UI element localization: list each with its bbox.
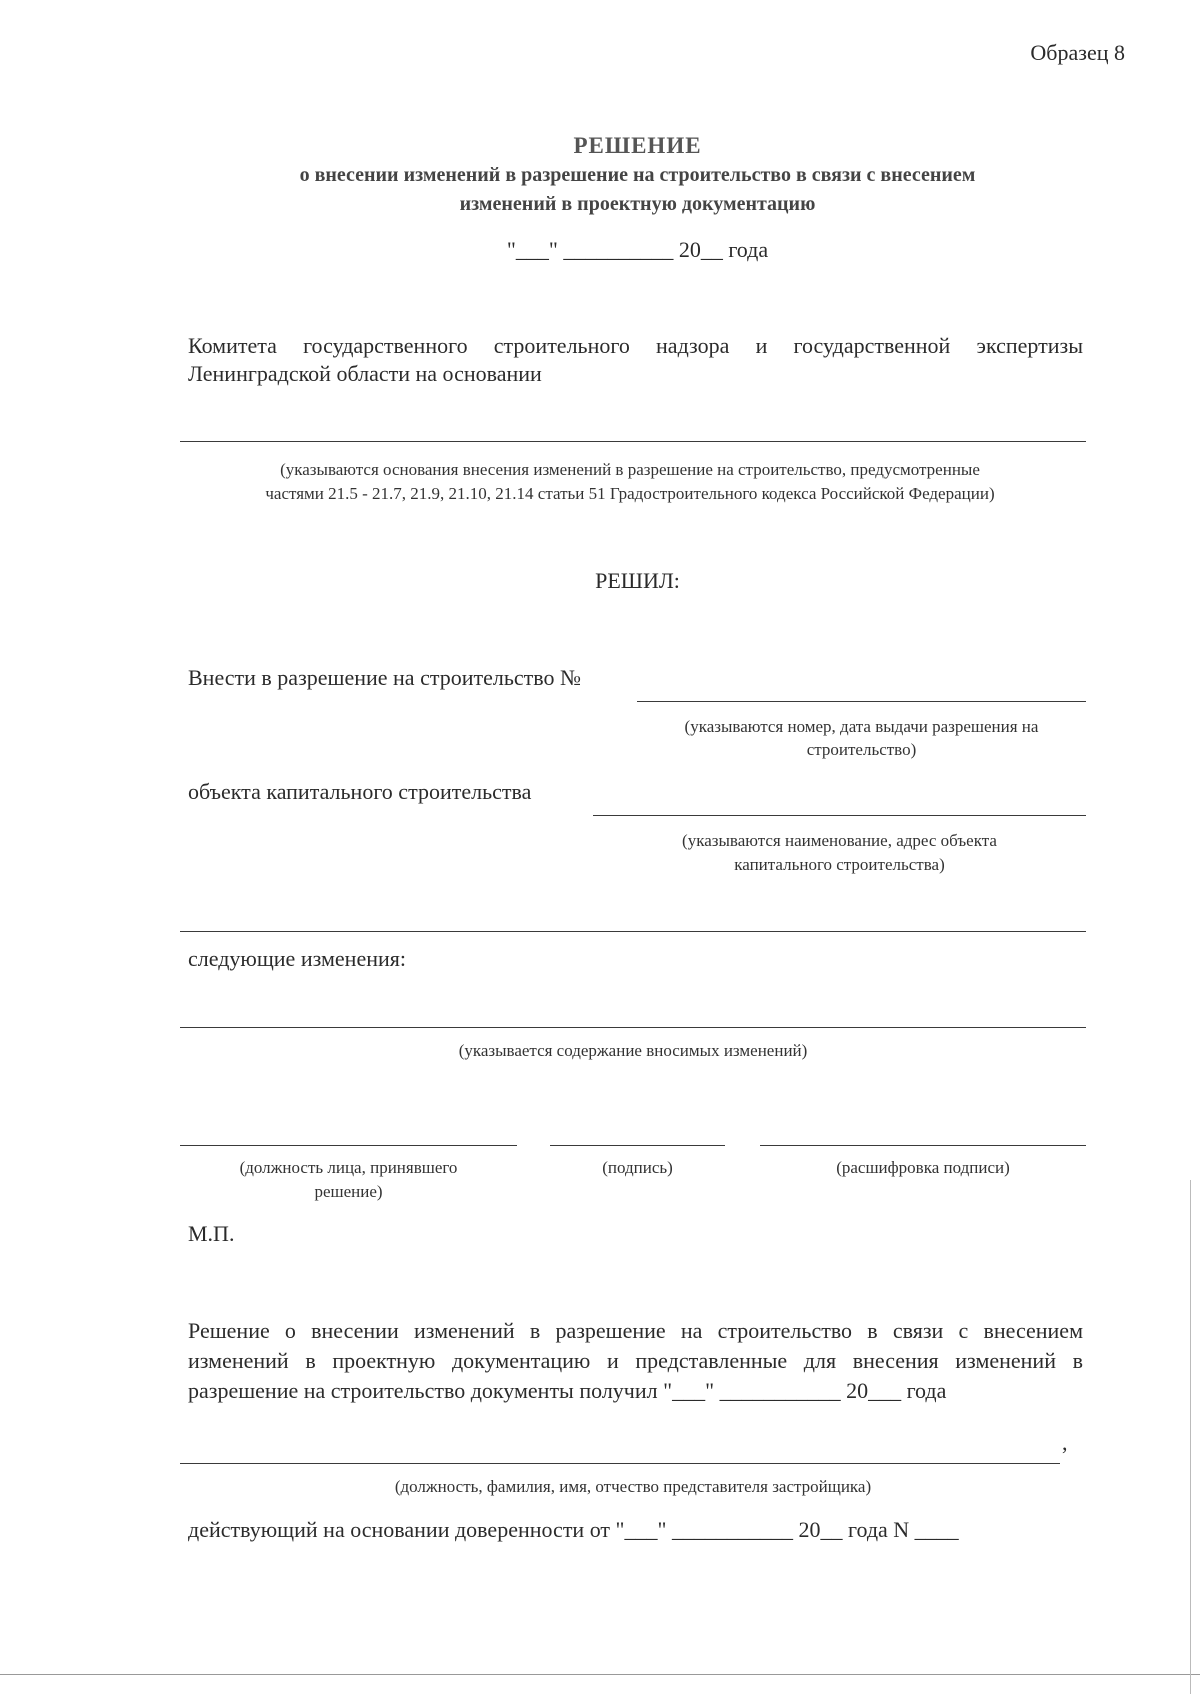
receipt-line3: разрешение на строительство документы получил "___" ___________ 20___ года [188, 1378, 947, 1403]
changes-caption: (указывается содержание вносимых изменений) [458, 1041, 808, 1060]
basis-caption-line2: частями 21.5 - 21.7, 21.9, 21.10, 21.14 статьи 51 Градостроительного кодекса Российской Федерации) [265, 484, 995, 503]
permit-caption-line2: строительство) [806, 740, 917, 759]
changes-field-line[interactable] [180, 1027, 1086, 1028]
sample-label: Образец 8 [1030, 40, 1125, 65]
committee-line2: Ленинградской области на основании [188, 361, 542, 386]
position-caption-line1: (должность лица, принявшего [239, 1158, 458, 1177]
representative-field-line[interactable] [180, 1463, 1060, 1464]
receipt-line2: изменений в проектную документацию и представленные для внесения изменений в [188, 1348, 1083, 1373]
receipt-line1: Решение о внесении изменений в разрешение на строительство в связи с внесением [188, 1318, 1083, 1343]
document-title: РЕШЕНИЕ [573, 133, 702, 158]
object-label: объекта капитального строительства [188, 779, 532, 804]
object-caption-line1: (указываются наименование, адрес объекта [682, 831, 997, 850]
document-subtitle-line1: о внесении изменений в разрешение на строительство в связи с внесением [299, 164, 976, 186]
signature-decode-field-line[interactable] [760, 1145, 1086, 1146]
basis-field-line[interactable] [180, 441, 1086, 442]
proxy-line: действующий на основании доверенности от "___" ___________ 20__ года N ____ [188, 1517, 959, 1542]
object-extra-field-line[interactable] [180, 931, 1086, 932]
page-bottom-edge [0, 1674, 1200, 1675]
permit-number-field-line[interactable] [637, 701, 1086, 702]
page-right-edge [1190, 1180, 1191, 1694]
permit-caption-line1: (указываются номер, дата выдачи разрешения на [684, 717, 1039, 736]
document-subtitle-line2: изменений в проектную документацию [459, 193, 816, 215]
stamp-label: М.П. [188, 1221, 235, 1246]
document-date-line: "___" __________ 20__ года [506, 237, 769, 262]
signature-field-line[interactable] [550, 1145, 725, 1146]
signature-caption: (подпись) [602, 1158, 673, 1177]
object-field-line[interactable] [593, 815, 1086, 816]
changes-label: следующие изменения: [188, 946, 406, 971]
permit-label: Внести в разрешение на строительство № [188, 665, 581, 690]
committee-line1: Комитета государственного строительного надзора и государственной экспертизы [188, 333, 1083, 358]
object-caption-line2: капитального строительства) [734, 855, 945, 874]
representative-caption: (должность, фамилия, имя, отчество представителя застройщика) [394, 1477, 872, 1496]
representative-comma: , [1062, 1430, 1068, 1455]
signature-decode-caption: (расшифровка подписи) [836, 1158, 1010, 1177]
position-field-line[interactable] [180, 1145, 517, 1146]
decision-heading: РЕШИЛ: [595, 568, 680, 593]
position-caption-line2: решение) [314, 1182, 383, 1201]
basis-caption-line1: (указываются основания внесения изменений в разрешение на строительство, предусмотренные [280, 460, 980, 479]
